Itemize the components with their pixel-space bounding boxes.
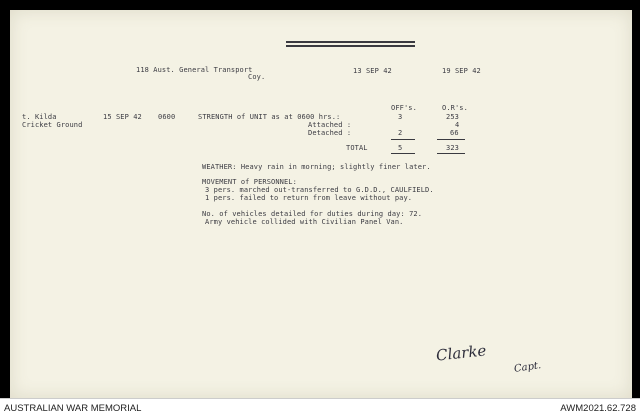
movement-line2: 1 pers. failed to return from leave without pay. [205,194,413,202]
header-rule-top [286,41,415,43]
strength-row-offrs: 2 [398,129,403,137]
document-page [10,10,632,398]
strength-total-ors: 323 [446,144,459,152]
signature-rank: Capt. [513,360,542,375]
movement-line1: 3 pers. marched out-transferred to G.D.D., CAULFIELD. [205,186,434,194]
strength-row-ors: 253 [446,113,459,121]
footer-institution: AUSTRALIAN WAR MEMORIAL [4,403,142,414]
date-from: 13 SEP 42 [353,67,392,75]
footer-bar [0,398,640,417]
strength-col-officers: OFF's. [391,104,417,112]
entry-date: 15 SEP 42 [103,113,142,121]
total-rule-ors [437,139,465,140]
strength-total-label: TOTAL [346,144,368,152]
unit-name-line2: Coy. [248,73,266,81]
vehicles-line1: No. of vehicles detailed for duties during day: 72. [202,210,423,218]
entry-time: 0600 [158,113,176,121]
total-underline-offrs [391,153,415,154]
movement-heading: MOVEMENT of PERSONNEL: [202,178,297,186]
strength-row-offrs: 3 [398,113,403,121]
strength-row-label: Attached : [308,121,352,129]
strength-row-ors: 66 [450,129,459,137]
strength-row-label: Detached : [308,129,352,137]
strength-col-other-ranks: O.R's. [442,104,468,112]
total-rule-offrs [391,139,415,140]
total-underline-ors [437,153,465,154]
footer-accession-number: AWM2021.62.728 [560,403,636,414]
header-rule-bottom [286,45,415,47]
location-line1: t. Kilda [22,113,57,121]
signature: Clarke [435,341,488,365]
unit-name: 118 Aust. General Transport [136,66,253,74]
date-to: 19 SEP 42 [442,67,481,75]
strength-heading: STRENGTH of UNIT as at 0600 hrs.: [198,113,341,121]
vehicles-line2: Army vehicle collided with Civilian Panel Van. [205,218,404,226]
strength-total-offrs: 5 [398,144,403,152]
location-line2: Cricket Ground [22,121,83,129]
strength-row-ors: 4 [455,121,460,129]
weather-line: WEATHER: Heavy rain in morning; slightly finer later. [202,163,431,171]
